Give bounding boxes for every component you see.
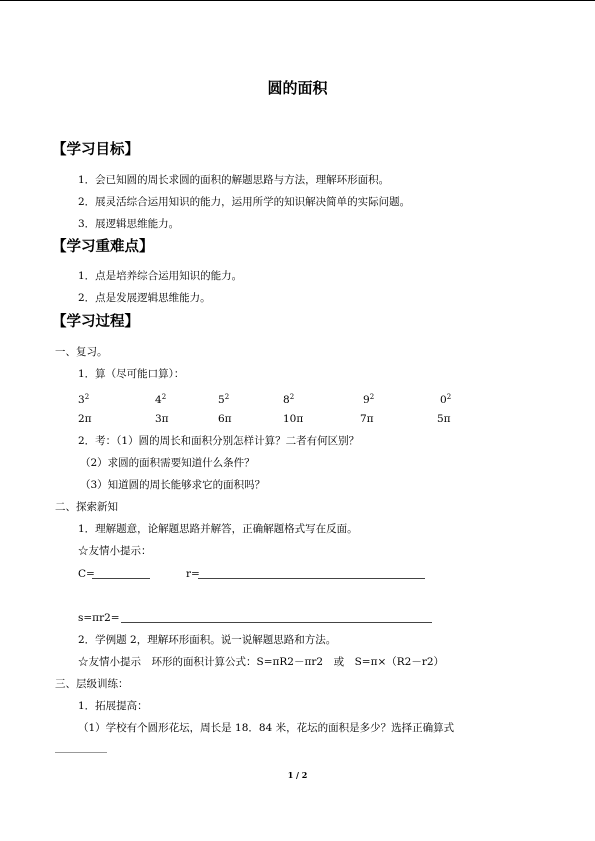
ring-area-tip: ☆友情小提示 环形的面积计算公式：S=πR2－πr2 或 S=π×（R2－r2） bbox=[78, 656, 445, 668]
practice-item: 1．拓展提高： bbox=[78, 700, 148, 712]
square-exponent: 2 bbox=[446, 393, 452, 401]
circumference-blank bbox=[92, 578, 150, 579]
square-expression bbox=[78, 390, 89, 407]
radius-label: r= bbox=[186, 568, 200, 580]
practice-heading: 三、层级训练： bbox=[55, 678, 129, 690]
pi-expression: 3π bbox=[155, 413, 169, 425]
square-expression bbox=[363, 390, 374, 407]
pi-expression: 5π bbox=[437, 413, 451, 425]
process-heading: 【学习过程】 bbox=[52, 313, 139, 330]
practice-question: （1）学校有个圆形花坛，周长是 18．84 米，花坛的面积是多少？选择正确算式 bbox=[78, 722, 455, 734]
area-label: s=πr2= bbox=[78, 612, 120, 624]
page-number: 1 / 2 bbox=[287, 770, 308, 780]
footnote-separator bbox=[55, 752, 107, 753]
square-exponent: 2 bbox=[369, 393, 375, 401]
page-top-rule bbox=[0, 0, 595, 1]
square-base: 9 bbox=[363, 394, 370, 406]
square-expression bbox=[218, 390, 229, 407]
explore-heading: 二、探索新知 bbox=[55, 501, 118, 513]
objectives-heading: 【学习目标】 bbox=[52, 141, 139, 158]
radius-blank bbox=[198, 578, 425, 579]
square-base: 3 bbox=[78, 394, 85, 406]
page-title: 圆的面积 bbox=[267, 79, 328, 97]
pi-expression: 10π bbox=[283, 413, 304, 425]
calc-label: 1．算（尽可能口算）： bbox=[78, 368, 185, 380]
square-exponent: 2 bbox=[84, 393, 90, 401]
square-exponent: 2 bbox=[224, 393, 230, 401]
square-base: 5 bbox=[218, 394, 225, 406]
circumference-label: C= bbox=[78, 568, 95, 580]
square-exponent: 2 bbox=[161, 393, 167, 401]
key-points-heading: 【学习重难点】 bbox=[52, 238, 154, 255]
review-question: （2）求圆的面积需要知道什么条件？ bbox=[80, 457, 255, 469]
pi-expression: 7π bbox=[360, 413, 374, 425]
review-question: （3）知道圆的周长能够求它的面积吗？ bbox=[80, 479, 266, 491]
square-exponent: 2 bbox=[289, 393, 295, 401]
key-point-item: 2．点是发展逻辑思维能力。 bbox=[78, 292, 211, 304]
review-question: 2．考：（1）圆的周长和面积分别怎样计算？二者有何区别？ bbox=[78, 435, 360, 447]
objective-item: 1．会已知圆的周长求圆的面积的解题思路与方法，理解环形面积。 bbox=[78, 174, 390, 186]
explore-item: 1．理解题意，论解题思路并解答，正确解题格式写在反面。 bbox=[78, 523, 358, 535]
area-blank bbox=[121, 622, 432, 623]
review-heading: 一、复习。 bbox=[55, 346, 108, 358]
pi-expression: 6π bbox=[218, 413, 232, 425]
square-expression bbox=[283, 390, 294, 407]
objective-item: 2．展灵活综合运用知识的能力，运用所学的知识解决简单的实际问题。 bbox=[78, 196, 411, 208]
key-point-item: 1．点是培养综合运用知识的能力。 bbox=[78, 270, 243, 282]
square-base: 8 bbox=[283, 394, 290, 406]
tip-label: ☆友情小提示： bbox=[78, 545, 152, 557]
objective-item: 3．展逻辑思维能力。 bbox=[78, 218, 180, 230]
square-expression bbox=[440, 390, 451, 407]
pi-expression: 2π bbox=[78, 413, 92, 425]
explore-item: 2．学例题 2，理解环形面积。说一说解题思路和方法。 bbox=[78, 634, 337, 646]
square-base: 4 bbox=[155, 394, 162, 406]
square-base: 0 bbox=[440, 394, 447, 406]
square-expression bbox=[155, 390, 166, 407]
